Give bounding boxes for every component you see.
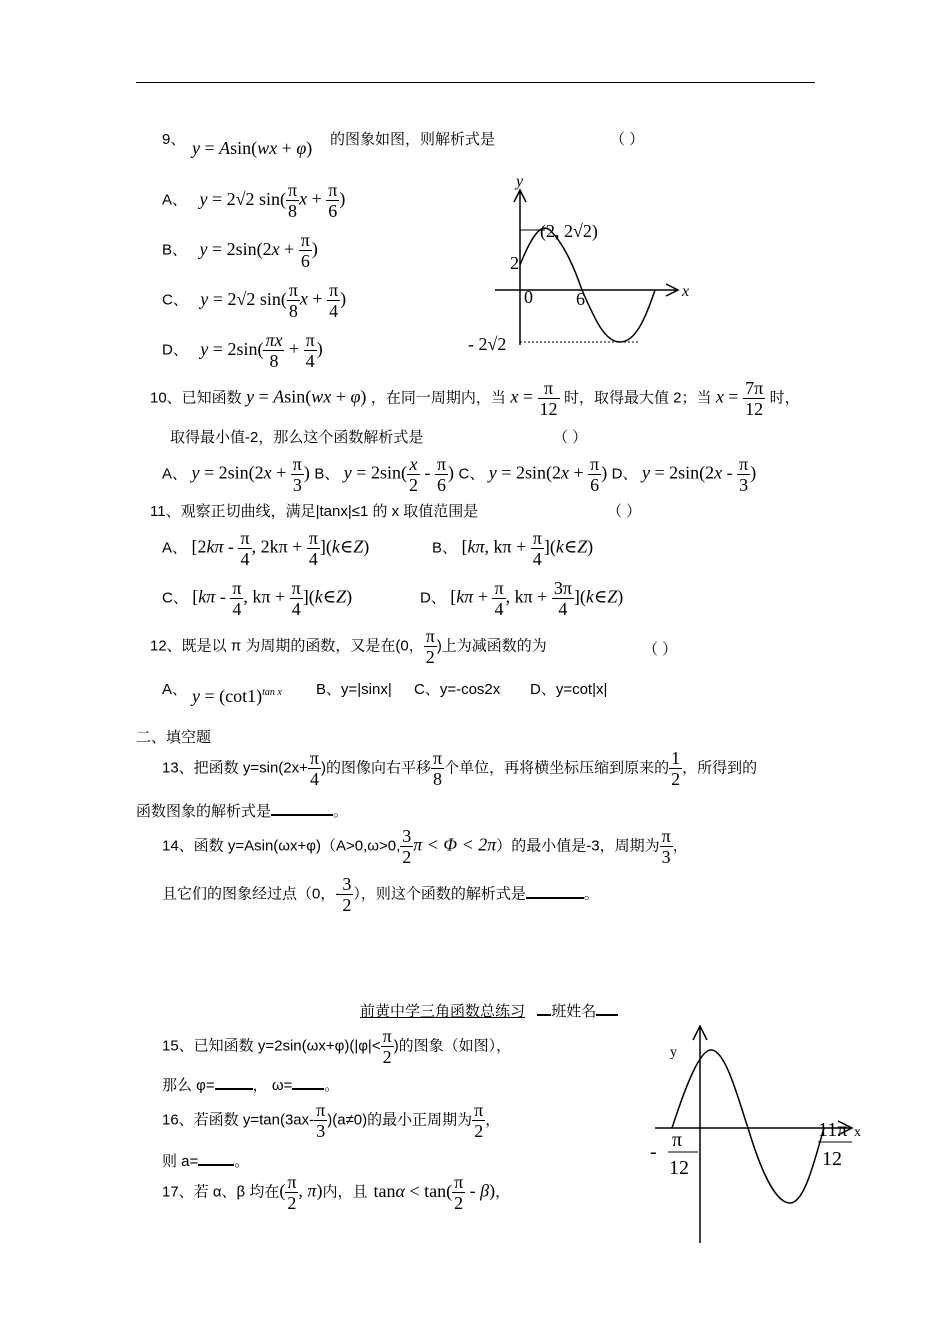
q14-text-line2-b: ），则这个函数的解析式是 — [353, 885, 526, 903]
q12-option-a-sup: tan x — [262, 687, 282, 698]
q15-line1 — [162, 1026, 511, 1067]
q13-frac3-den: 2 — [671, 769, 681, 789]
q11-option-c: C、 [kπ - $\frac{\pi}{4}$ , kπ + $\frac{\pi}{4}$ ](k∈Z) — [162, 578, 353, 619]
q15-graph-left-den: 12 — [669, 1157, 689, 1179]
q10-line1: 10、已知函数 y = Asin(wx + φ) ，在同一周期内，当 x = $\frac{\pi}{12}$ 时，取得最大值 2；当 x = $\frac{7\pi}{12}$ 时， — [150, 378, 800, 419]
q12-option-c: C、y=-cos2x — [414, 681, 501, 698]
q12-option-d: D、y=cot|x| — [530, 681, 608, 698]
section-title-fill-in: 二、填空题 — [136, 729, 212, 746]
q15-phi-blank[interactable] — [215, 1074, 253, 1090]
q15-graph-y-label: y — [670, 1045, 677, 1060]
q15-text-end: 。 — [324, 1077, 340, 1094]
footer-name-blank[interactable] — [596, 1000, 618, 1016]
q15-graph-x-label: x — [854, 1125, 861, 1140]
q13-answer-blank[interactable] — [271, 800, 333, 816]
q9-graph-tick-2: 2 — [510, 253, 519, 273]
q11-option-d-label: D、 — [420, 589, 446, 607]
q12-line1 — [150, 626, 547, 667]
q16-text-end: 。 — [234, 1153, 250, 1170]
q16-frac2-num: π — [474, 1100, 484, 1120]
q13-text-end: 。 — [333, 803, 349, 820]
q14-answer-blank[interactable] — [526, 883, 584, 899]
q11-option-d: D、 [kπ + $\frac{\pi}{4}$ , kπ + $\frac{3\pi}{4}$ ](k∈Z) — [420, 578, 624, 619]
q14-text-a: 14、函数 y=Asin(ωx+φ)（A>0,ω>0, — [162, 837, 401, 855]
q11-text: 11、观察正切曲线，满足|tanx|≤1 的 x 取值范围是 — [150, 503, 479, 520]
q12-text-a: 12、既是以 π 为周期的函数，又是在(0， — [150, 637, 424, 655]
q15-text-omega: ， ω= — [252, 1077, 293, 1094]
q17-text-a: 17、若 α、β 均在 — [162, 1183, 280, 1201]
q14-ineq: π < Φ < 2π — [413, 834, 497, 855]
q9-option-c-label: C、 — [162, 291, 188, 309]
q9-graph-x-label: x — [682, 283, 690, 300]
q9-number: 9、 — [162, 131, 186, 148]
q13-text-c: 个单位，再将横坐标压缩到原来的 — [444, 759, 670, 777]
q15-text-a: 15、已知函数 y=2sin(ωx+φ)(|φ|< — [162, 1037, 381, 1055]
q10-line2: 取得最小值-2，那么这个函数解析式是 — [170, 429, 424, 446]
q12-option-a-label: A、 — [162, 681, 188, 698]
q15-text-b: )的图象（如图）， — [393, 1037, 512, 1055]
q9-option-a-label: A、 — [162, 191, 188, 209]
q17-line1: 17、若 α、β 均在( $\frac{\pi}{2}$ , π)内，且 tanα < tan( $\frac{\pi}{2}$ - β)， — [162, 1172, 511, 1213]
q13-text-b: )的图像向右平移 — [320, 759, 431, 777]
header-rule — [136, 82, 815, 83]
q9-graph-y-label: y — [516, 173, 524, 190]
q14-frac2-num: π — [661, 826, 671, 846]
q14-frac1-den: 2 — [402, 847, 412, 867]
q10-text-c: 时，取得最大值 2；当 — [563, 389, 712, 407]
q9-option-a: A、 y = 2√2 sin( $\frac{\pi}{8}$ x + $\frac{\pi}{6}$ ) — [162, 180, 346, 221]
q9-sine-curve — [520, 228, 655, 342]
footer-title: 前黄中学三角函数总练习 — [360, 1003, 526, 1020]
q15-omega-blank[interactable] — [292, 1074, 324, 1090]
q13-line1 — [162, 748, 757, 789]
q16-text-b: )(a≠0)的最小正周期为 — [327, 1111, 473, 1129]
q10-text-b: ，在同一周期内，当 — [370, 389, 506, 407]
q12-answer-paren: （ ） — [643, 641, 678, 658]
q9-graph-tick-6: 6 — [576, 289, 585, 309]
q10-option-c-label: C、 — [458, 465, 485, 483]
q9-option-d: D、 y = 2sin( $\frac{\pi x}{8}$ + $\frac{\pi}{4}$ ) — [162, 330, 323, 371]
q14-text-d: ， — [672, 837, 688, 855]
q16-text-c: ， — [485, 1111, 501, 1129]
q9-graph-min-label: - 2√2 — [468, 334, 507, 354]
q16-frac1-num: π — [316, 1100, 326, 1120]
q11-option-b: B、 [kπ, kπ + $\frac{\pi}{4}$ ](k∈Z) — [432, 528, 594, 569]
q13-frac3-num: 1 — [671, 748, 681, 768]
q14-frac1-num: 3 — [402, 826, 412, 846]
q13-text-line2: 函数图象的解析式是 — [136, 803, 272, 820]
q13-line2 — [136, 800, 348, 821]
q10-option-d-label: D、 — [611, 465, 638, 483]
q10-frac1-den: 12 — [539, 399, 558, 419]
q9-function: y = Asin(wx + φ) — [192, 138, 313, 158]
q14-text-end: 。 — [583, 885, 599, 903]
q13-frac2-den: 8 — [433, 769, 443, 789]
q9-graph — [460, 170, 710, 360]
q9-option-b: B、 y = 2sin(2x + $\frac{\pi}{6}$ ) — [162, 230, 318, 271]
q13-frac1-num: π — [309, 748, 319, 768]
footer-class-name: 班姓名 — [551, 1003, 597, 1020]
q9-option-c: C、 y = 2√2 sin( $\frac{\pi}{8}$ x + $\frac{\pi}{4}$ ) — [162, 280, 347, 321]
q12-text-b: )上为减函数的为 — [436, 637, 547, 655]
q14-line2 — [162, 874, 599, 915]
q14-text-line2-a: 且它们的图象经过点（0，- — [162, 885, 341, 903]
q10-options: A、 y = 2sin(2x + $\frac{\pi}{3}$ ) B、 y = 2sin( $\frac{x}{2}$ - $\frac{\pi}{6}$ ) C、 y = 2sin(2x + $\frac{\pi}{6}$ ) D、 y = 2sin(2x - $\frac{\pi}{3}$ ) — [162, 454, 757, 495]
q15-graph-left-num: π — [672, 1129, 683, 1151]
q17-text-b: 内，且 — [322, 1183, 368, 1201]
q12-option-b: B、y=|sinx| — [316, 681, 392, 698]
q11-option-c-label: C、 — [162, 589, 188, 607]
q15-sine-curve — [672, 1050, 824, 1203]
q10-frac2-den: 12 — [745, 399, 764, 419]
q10-answer-paren: （ ） — [553, 429, 588, 446]
q9-option-d-label: D、 — [162, 341, 188, 359]
q9-option-b-label: B、 — [162, 241, 188, 259]
q15-graph-left-sign: - — [650, 1141, 657, 1163]
q10-frac2-num: 7π — [745, 378, 764, 398]
q15-text-phi: 那么 φ= — [162, 1077, 215, 1094]
q11-option-b-label: B、 — [432, 539, 458, 557]
footer-class-blank[interactable] — [537, 1000, 551, 1016]
q11-answer-paren: （ ） — [607, 503, 642, 520]
q16-frac1-den: 3 — [316, 1121, 326, 1141]
q11-option-a-label: A、 — [162, 539, 188, 557]
q15-graph-right-den: 12 — [822, 1148, 842, 1170]
q17-text-c: ， — [495, 1183, 511, 1201]
q16-text-a: 16、若函数 y=tan(3ax- — [162, 1111, 315, 1129]
q15-line2 — [162, 1074, 339, 1095]
q11-option-a: A、 [2kπ - $\frac{\pi}{4}$ , 2kπ + $\frac{\pi}{4}$ ](k∈Z) — [162, 528, 370, 569]
q10-option-b-label: B、 — [314, 465, 340, 483]
footer-title-row — [360, 1000, 618, 1021]
q10-frac1-num: π — [538, 378, 560, 399]
q10-option-a-label: A、 — [162, 465, 188, 483]
q16-answer-blank[interactable] — [198, 1150, 234, 1166]
q16-frac2-den: 2 — [474, 1121, 484, 1141]
q15-graph — [640, 1018, 865, 1248]
q13-frac1-den: 4 — [309, 769, 319, 789]
q13-frac2-num: π — [432, 748, 443, 768]
q12-frac-den: 2 — [425, 647, 435, 667]
q15-graph-right-num: 11π — [818, 1119, 848, 1141]
q10-text-a: 10、已知函数 — [150, 389, 242, 407]
q9-graph-origin: 0 — [524, 287, 533, 307]
q13-text-d: ，所得到的 — [682, 759, 758, 777]
q16-text-line2: 则 a= — [162, 1153, 199, 1170]
q15-frac-num: π — [382, 1026, 392, 1046]
q14-frac2-den: 3 — [661, 847, 671, 867]
q12-frac-num: π — [425, 626, 435, 646]
q14-line1 — [162, 826, 688, 867]
q9-answer-paren: （ ） — [610, 131, 645, 148]
q13-text-a: 13、把函数 y=sin(2x+ — [162, 759, 308, 777]
q15-frac-den: 2 — [382, 1047, 392, 1067]
q14-frac3-den: 2 — [342, 895, 352, 915]
q14-frac3-num: 3 — [342, 874, 352, 894]
q12-option-a-expr: $y = (\cot 1)^{tan x}$ — [192, 686, 282, 706]
q16-line1 — [162, 1100, 500, 1141]
q9-text: 的图象如图，则解析式是 — [330, 131, 496, 148]
q10-text-d: 时， — [769, 389, 800, 407]
q16-line2 — [162, 1150, 249, 1171]
q14-text-c: ）的最小值是-3，周期为 — [496, 837, 660, 855]
q9-graph-point-label: (2, 2√2) — [540, 221, 598, 241]
